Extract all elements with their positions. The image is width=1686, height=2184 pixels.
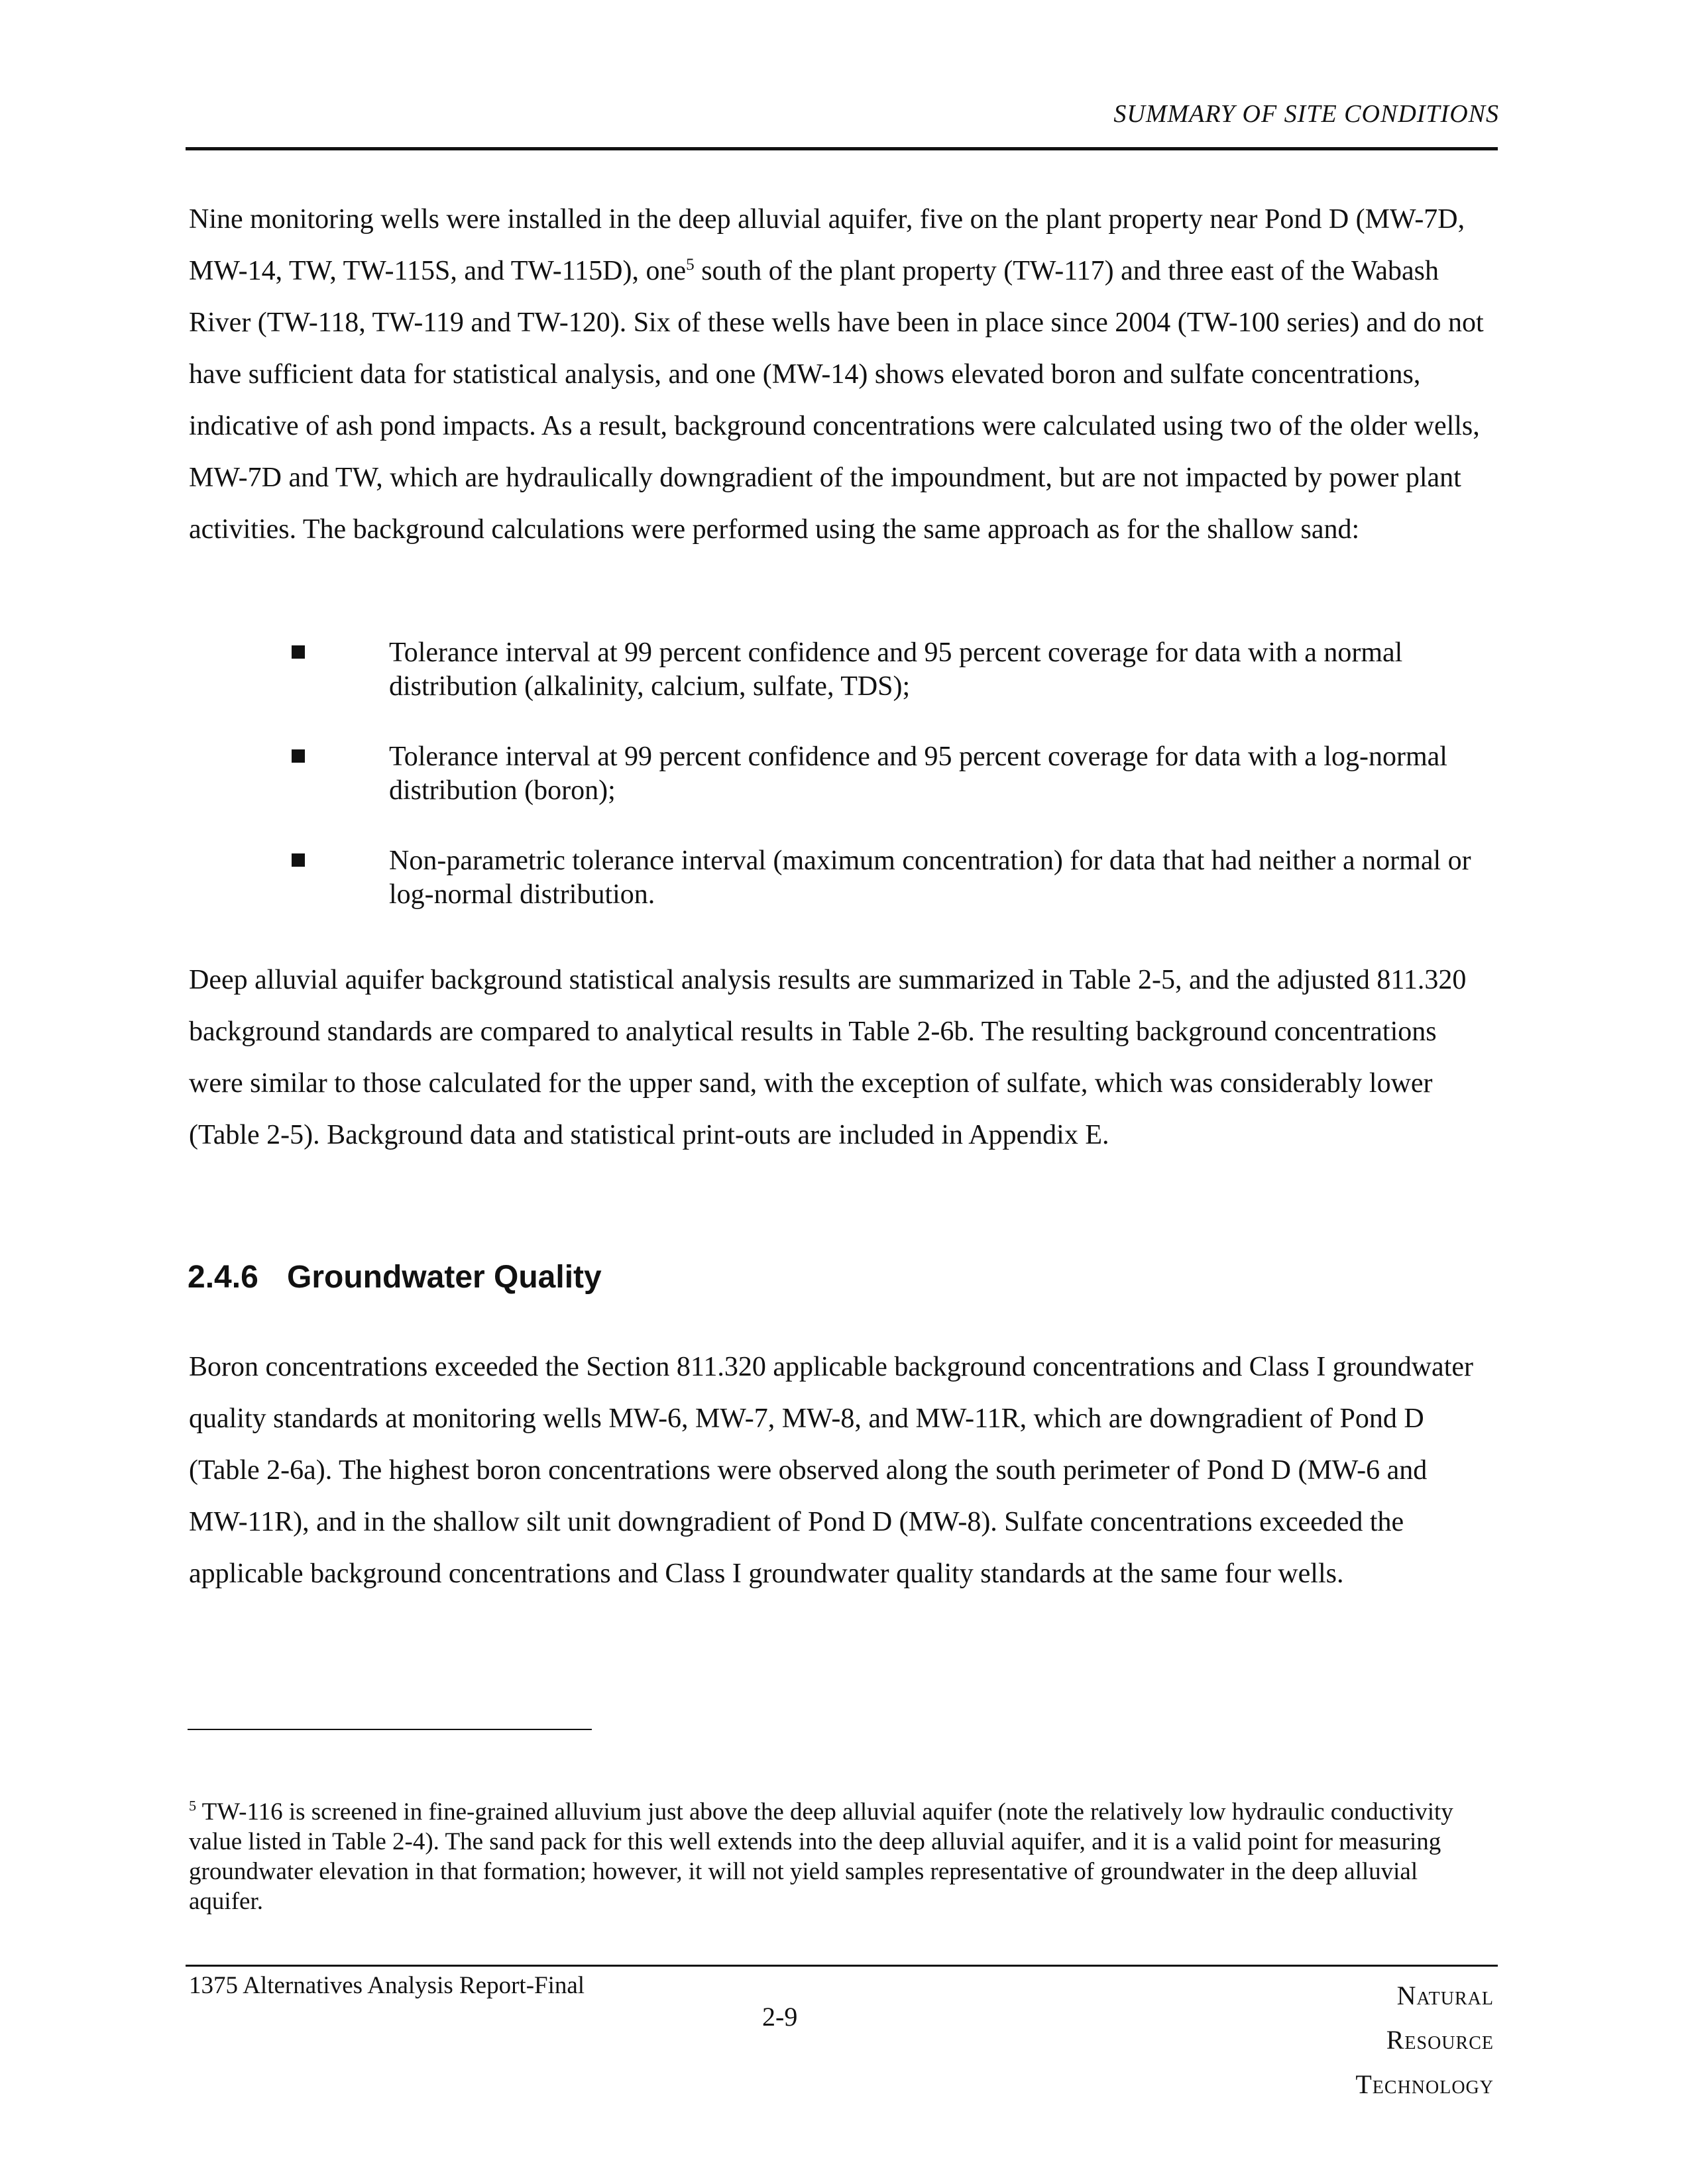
header-rule xyxy=(186,147,1498,150)
footnote-marker: 5 xyxy=(189,1797,197,1814)
running-header: SUMMARY OF SITE CONDITIONS xyxy=(1113,100,1499,128)
footer-rule xyxy=(186,1965,1498,1967)
square-bullet-icon xyxy=(292,749,305,763)
bullet-text: Non-parametric tolerance interval (maximum concentration) for data that had neither a normal or log-normal distribution. xyxy=(389,846,1471,910)
square-bullet-icon xyxy=(292,853,305,867)
footnote-text: TW-116 is screened in fine-grained alluvium just above the deep alluvial aquifer (note the relatively low hydraulic conductivity value listed in Table 2-4). The sand pack for this well extends into the deep alluvial aquifer, and it is a valid point for measuring groundwater elevation in that formation; however, it will not yield samples representative of groundwater in the deep alluvial aquifer. xyxy=(189,1798,1453,1915)
footnote-separator xyxy=(188,1729,592,1730)
paragraph-deep-aquifer-wells xyxy=(189,193,1488,555)
section-number: 2.4.6 xyxy=(188,1260,258,1295)
square-bullet-icon xyxy=(292,645,305,659)
company-name xyxy=(1355,1973,1494,2106)
paragraph-background-results: Deep alluvial aquifer background statistical analysis results are summarized in Table 2-5, and the adjusted 811.320 background standards are compared to analytical results in Table 2-6b. The resulting background concentrations were similar to those calculated for the upper sand, with the exception of sulfate, which was considerably lower (Table 2-5). Background data and statistical print-outs are included in Appendix E. xyxy=(189,965,1467,1150)
section-title: Groundwater Quality xyxy=(287,1260,602,1295)
bullet-item xyxy=(189,740,1488,808)
approach-bullet-list xyxy=(189,636,1488,948)
bullet-item xyxy=(189,636,1488,704)
page-number: 2-9 xyxy=(762,2002,798,2032)
paragraph-groundwater-quality: Boron concentrations exceeded the Section 811.320 applicable background concentrations and Class I groundwater quality standards at monitoring wells MW-6, MW-7, MW-8, and MW-11R, which are downgradient of Pond D (Table 2-6a). The highest boron concentrations were observed along the south perimeter of Pond D (MW-6 and MW-11R), and in the shallow silt unit downgradient of Pond D (MW-8). Sulfate concentrations exceeded the applicable background concentrations and Class I groundwater quality standards at the same four wells. xyxy=(189,1352,1473,1589)
paragraph-text-a: Nine monitoring wells were installed in the deep alluvial aquifer, five on the plant property near Pond D (MW-7D, MW-14, TW, TW-115S, and TW-115D), one xyxy=(189,204,1465,286)
section-heading xyxy=(188,1259,602,1295)
bullet-text: Tolerance interval at 99 percent confidence and 95 percent coverage for data with a normal distribution (alkalinity, calcium, sulfate, TDS); xyxy=(389,637,1403,702)
company-name-line: Natural xyxy=(1396,1981,1494,2010)
bullet-item xyxy=(189,844,1488,912)
bullet-text: Tolerance interval at 99 percent confidence and 95 percent coverage for data with a log-normal distribution (boron); xyxy=(389,741,1447,806)
report-title: 1375 Alternatives Analysis Report-Final xyxy=(189,1972,585,1999)
footnote xyxy=(189,1797,1494,1916)
company-name-line: Resource xyxy=(1386,2025,1494,2055)
footnote-reference: 5 xyxy=(686,256,695,274)
paragraph-text-b: south of the plant property (TW-117) and three east of the Wabash River (TW-118, TW-119 and TW-120). Six of these wells have been in place since 2004 (TW-100 series) and do not have sufficient data for statistical analysis, and one (MW-14) shows elevated boron and sulfate concentrations, indicative of ash pond impacts. As a result, background concentrations were calculated using two of the older wells, MW-7D and TW, which are hydraulically downgradient of the impoundment, but are not impacted by power plant activities. The background calculations were performed using the same approach as for the shallow sand: xyxy=(189,256,1484,545)
company-name-line: Technology xyxy=(1355,2069,1494,2099)
